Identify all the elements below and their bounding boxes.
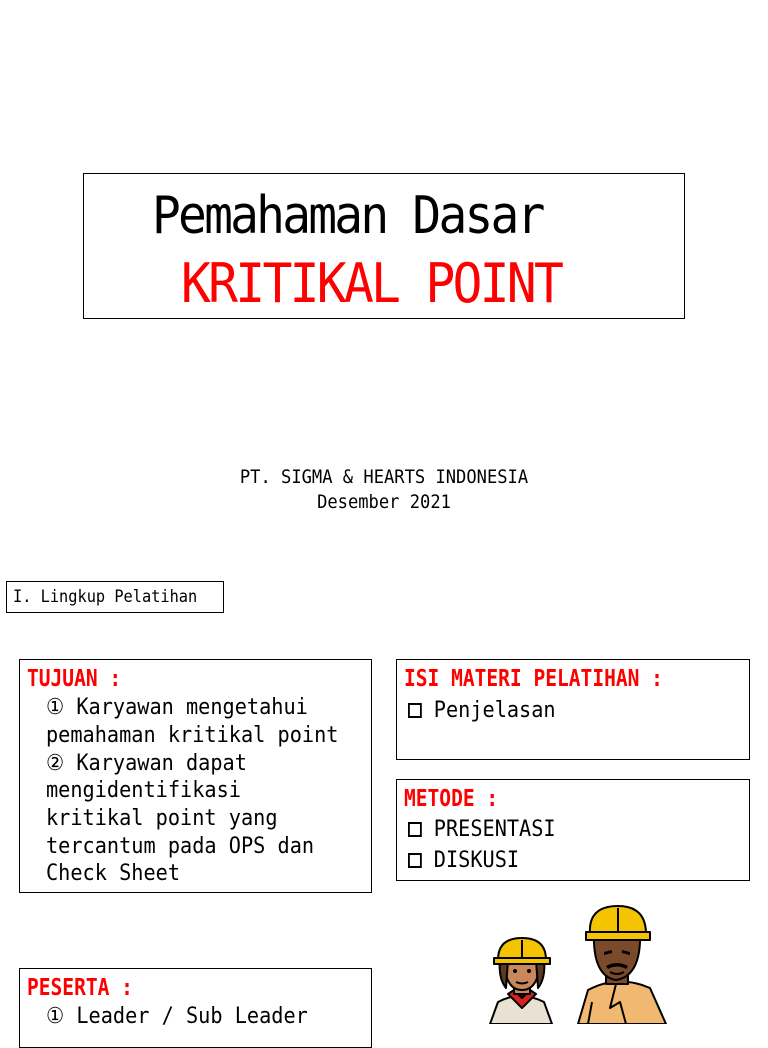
tujuan-heading: TUJUAN :: [27, 666, 122, 692]
peserta-line: ① Leader / Sub Leader: [46, 1004, 308, 1029]
metode-heading: METODE :: [404, 786, 499, 812]
materi-item: [408, 697, 556, 725]
title-box: [83, 173, 685, 319]
metode-item-label: PRESENTASI: [433, 817, 556, 842]
peserta-heading: PESERTA :: [27, 975, 133, 1001]
tujuan-box: [19, 659, 372, 893]
metode-item-label: DISKUSI: [433, 848, 520, 873]
materi-item-label: Penjelasan: [433, 698, 556, 723]
tujuan-line: ① Karyawan mengetahui: [46, 695, 308, 720]
tujuan-line: pemahaman kritikal point: [46, 723, 339, 748]
metode-box: [396, 779, 750, 881]
metode-item: [408, 816, 556, 844]
materi-box: [396, 659, 750, 760]
company-name: PT. SIGMA & HEARTS INDONESIA: [239, 466, 529, 488]
tujuan-line: tercantum pada OPS dan: [46, 834, 315, 859]
checkbox-icon: [408, 703, 422, 718]
tujuan-line: mengidentifikasi: [46, 778, 241, 803]
checkbox-icon: [408, 822, 422, 837]
workers-icon: [470, 898, 730, 1024]
construction-workers-illustration: [470, 898, 730, 1024]
section-label: I. Lingkup Pelatihan: [13, 587, 198, 607]
title-line-2: KRITIKAL POINT: [181, 252, 562, 315]
title-line-1: Pemahaman Dasar: [152, 186, 543, 246]
tujuan-line: kritikal point yang: [46, 806, 278, 831]
tujuan-line: Check Sheet: [46, 861, 181, 886]
peserta-box: [19, 968, 372, 1048]
tujuan-line: ② Karyawan dapat: [46, 751, 247, 776]
section-label-box: [6, 581, 224, 613]
materi-heading: ISI MATERI PELATIHAN :: [404, 666, 663, 692]
date-text: Desember 2021: [317, 491, 451, 513]
metode-item: [408, 847, 519, 875]
checkbox-icon: [408, 853, 422, 868]
